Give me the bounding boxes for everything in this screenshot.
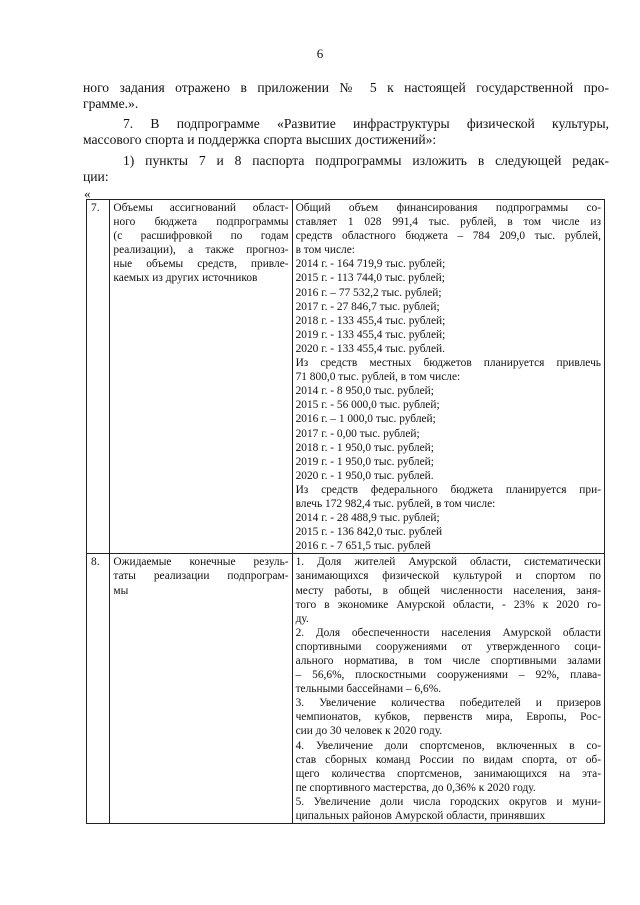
content-line: 2017 г. - 27 846,7 тыс. рублей; bbox=[295, 300, 440, 313]
content-line: чемпионатов, кубков, первенств мира, Европы, Рос- bbox=[295, 711, 601, 724]
intro-line: массового спорта и поддержка спорта высших достижений»: bbox=[83, 132, 437, 147]
content-line: став сборных команд России по видам спорта, от об- bbox=[295, 753, 601, 766]
content-line: Из средств федерального бюджета планируется при- bbox=[295, 483, 601, 496]
content-line: 2014 г. - 8 950,0 тыс. рублей; bbox=[295, 385, 434, 398]
content-line: 2015 г. - 113 744,0 тыс. рублей; bbox=[295, 272, 445, 285]
content-line: средств областного бюджета – 784 209,0 тыс. рублей, bbox=[295, 230, 601, 243]
row-number: 8. bbox=[87, 554, 110, 824]
content-line: 3. Увеличение количества победителей и призеров bbox=[295, 697, 601, 710]
row-item-content bbox=[292, 200, 604, 554]
content-line: 4. Увеличение доли спортсменов, включенных в со- bbox=[295, 739, 601, 752]
table-row bbox=[87, 200, 605, 554]
item-name-line: Ожидаемые конечные резуль- bbox=[113, 556, 289, 569]
row-item-name bbox=[110, 200, 292, 554]
item-name-line: (с расшифровкой по годам bbox=[113, 230, 289, 243]
content-line: влечь 172 982,4 тыс. рублей, в том числе: bbox=[295, 497, 496, 510]
content-line: в том числе: bbox=[295, 244, 355, 257]
content-line: 1. Доля жителей Амурской области, систематически bbox=[295, 556, 601, 569]
item-name-line: мы bbox=[113, 584, 129, 597]
content-line: 2018 г. - 133 455,4 тыс. рублей; bbox=[295, 314, 446, 327]
content-line: 2019 г. - 133 455,4 тыс. рублей; bbox=[295, 328, 446, 341]
intro-line: 1) пункты 7 и 8 паспорта подпрограммы изложить в следующей редак- bbox=[123, 153, 609, 168]
item-name-line: ные объемы средств, привле- bbox=[113, 258, 289, 271]
item-name-line: Объемы ассигнований област- bbox=[113, 202, 289, 214]
content-line: пе спортивного мастерства, до 0,36% к 2020 году. bbox=[295, 781, 536, 794]
content-line: тельными бассейнами – 6,6%. bbox=[295, 683, 442, 696]
content-line: 71 800,0 тыс. рублей, в том числе: bbox=[295, 371, 461, 384]
content-line: 2015 г. - 136 842,0 тыс. рублей bbox=[295, 526, 443, 539]
content-line: 2. Доля обеспеченности населения Амурской области bbox=[295, 626, 601, 639]
item-name-line: ного бюджета подпрограммы bbox=[113, 216, 289, 229]
content-line: ципальных районов Амурской области, принявших bbox=[295, 810, 546, 823]
content-line: того в экономике Амурской области, - 23% к 2020 го- bbox=[295, 598, 601, 611]
intro-paragraph-3 bbox=[83, 153, 609, 185]
content-line: 5. Увеличение доли числа городских округов и муни- bbox=[295, 795, 601, 808]
content-line: ального норматива, в том числе спортивными залами bbox=[295, 655, 601, 667]
page-number: 6 bbox=[316, 46, 324, 61]
intro-line: 7. В подпрограмме «Развитие инфраструктуры физической культуры, bbox=[123, 116, 609, 131]
intro-line: грамме.». bbox=[83, 96, 139, 111]
content-line: 2018 г. - 1 950,0 тыс. рублей; bbox=[295, 441, 434, 454]
content-line: 2016 г. – 77 532,2 тыс. рублей; bbox=[295, 286, 442, 299]
content-line: 2017 г. - 0,00 тыс. рублей; bbox=[295, 427, 420, 440]
row-item-name bbox=[110, 554, 292, 824]
passport-table bbox=[86, 199, 605, 824]
intro-line: ции: bbox=[83, 169, 109, 184]
passport-table-body bbox=[87, 200, 605, 824]
content-line: Общий объем финансирования подпрограммы со- bbox=[295, 202, 601, 214]
content-line: 2014 г. - 164 719,9 тыс. рублей; bbox=[295, 258, 446, 271]
content-line: 2020 г. - 133 455,4 тыс. рублей. bbox=[295, 342, 445, 355]
row-item-content bbox=[292, 554, 604, 824]
intro-paragraph-1 bbox=[83, 80, 609, 112]
row-number: 7. bbox=[87, 200, 110, 554]
item-name-line: реализации), а также прогноз- bbox=[113, 244, 289, 257]
content-line: сии до 30 человек к 2020 году. bbox=[295, 725, 443, 738]
content-line: ду. bbox=[295, 612, 309, 625]
content-line: 2015 г. - 56 000,0 тыс. рублей; bbox=[295, 399, 440, 412]
content-line: 2019 г. - 1 950,0 тыс. рублей; bbox=[295, 455, 434, 468]
item-name-line: каемых из других источников bbox=[113, 272, 258, 285]
table-row bbox=[87, 554, 605, 824]
opening-quote-mark: « bbox=[84, 186, 91, 201]
content-line: щего количества спортсменов, занимающихся на эта- bbox=[295, 767, 601, 780]
content-line: 2016 г. – 1 000,0 тыс. рублей; bbox=[295, 413, 436, 426]
content-line: Из средств местных бюджетов планируется привлечь bbox=[295, 357, 601, 370]
content-line: занимающихся физической культурой и спортом по bbox=[295, 570, 601, 583]
content-line: месту работы, в общей численности населения, заня- bbox=[295, 584, 601, 597]
item-name-line: таты реализации подпрограм- bbox=[113, 570, 289, 583]
intro-paragraph-2 bbox=[83, 116, 609, 148]
content-line: ставляет 1 028 991,4 тыс. рублей, в том числе из bbox=[295, 216, 601, 229]
content-line: 2016 г. - 7 651,5 тыс. рублей bbox=[295, 540, 431, 553]
content-line: – 56,6%, плоскостными сооружениями – 92%, плава- bbox=[295, 669, 601, 682]
intro-line: ного задания отражено в приложении № 5 к настоящей государственной про- bbox=[83, 80, 609, 95]
content-line: спортивными сооружениями от утвержденного соци- bbox=[295, 640, 601, 653]
content-line: 2014 г. - 28 488,9 тыс. рублей; bbox=[295, 512, 440, 525]
content-line: 2020 г. - 1 950,0 тыс. рублей. bbox=[295, 469, 434, 482]
